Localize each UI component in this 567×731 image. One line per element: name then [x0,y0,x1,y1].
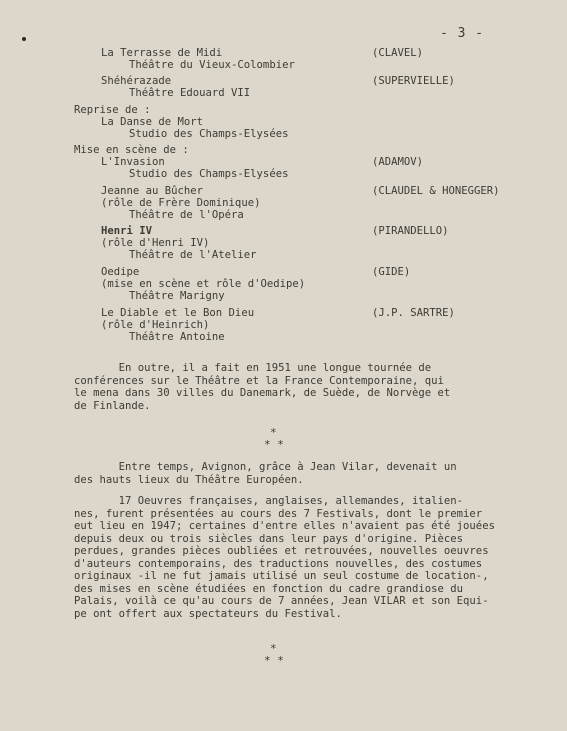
paragraph-line: Entre temps, Avignon, grâce à Jean Vilar, devenait un [74,461,457,473]
mise-venue: Studio des Champs-Elysées [129,168,289,180]
mise-role: (mise en scène et rôle d'Oedipe) [101,278,306,290]
mise-author: (J.P. SARTRE) [372,307,455,319]
paragraph-line: En outre, il a fait en 1951 une longue tournée de [74,362,432,374]
mise-title: Oedipe [101,266,140,278]
perf-author: (CLAVEL) [372,47,424,59]
paragraph-line: eut lieu en 1947; certaines d'entre elles n'avaient pas été jouées [74,520,495,532]
paragraph-avignon [74,461,504,486]
paragraph-line: perdues, grandes pièces oubliées et retrouvées, nouvelles oeuvres [74,545,489,557]
paragraph-line: originaux -il ne fut jamais utilisé un seul costume de location-, [74,570,489,582]
paragraph-tour [74,362,504,412]
perf-venue: Théâtre Edouard VII [129,87,251,99]
perf-title: Shéhérazade [101,75,172,87]
separator-star: * [270,642,277,655]
paragraph-line: nes, furent présentées au cours des 7 Festivals, dont le premier [74,507,483,520]
paragraph-line: 17 Oeuvres françaises, anglaises, allemandes, italien- [74,495,464,507]
perf-title: La Terrasse de Midi [101,47,223,59]
paragraph-line: depuis deux ou trois siècles dans leur pays d'origine. Pièces [74,532,464,545]
mise-label: Mise en scène de : [74,144,189,156]
separator-stars: * * [264,438,284,451]
mise-role: (rôle de Frère Dominique) [101,197,261,209]
perf-author: (SUPERVIELLE) [372,75,455,87]
mise-author: (ADAMOV) [372,156,424,168]
mise-venue: Théâtre Marigny [129,290,225,302]
paragraph-line: de Finlande. [74,399,151,412]
paragraph-line: le mena dans 30 villes du Danemark, de Suède, de Norvège et [74,387,451,399]
perf-venue: Théâtre du Vieux-Colombier [129,59,295,71]
paragraph-line: conférences sur le Théâtre et la France Contemporaine, qui [74,374,444,387]
mise-role: (rôle d'Henri IV) [101,237,210,249]
mise-author: (CLAUDEL & HONEGGER) [372,185,500,197]
mise-title: Jeanne au Bûcher [101,185,204,197]
paragraph-line: des mises en scène étudiées en fonction du cadre grandiose du [74,582,464,595]
paragraph-line: Palais, voilà ce qu'au cours de 7 années, Jean VILAR et son Equi- [74,595,489,607]
mise-title: L'Invasion [101,156,165,168]
paragraph-line: des hauts lieux du Théâtre Européen. [74,473,304,486]
separator-stars: * * [264,654,284,667]
page-number: - 3 - [440,26,485,41]
reprise-title: La Danse de Mort [101,116,204,128]
mise-author: (GIDE) [372,266,411,278]
mise-venue: Théâtre Antoine [129,331,225,343]
mise-title: Henri IV [101,225,153,237]
mise-author: (PIRANDELLO) [372,225,449,237]
reprise-venue: Studio des Champs-Elysées [129,128,289,140]
paragraph-line: d'auteurs contemporains, des traductions nouvelles, des costumes [74,557,483,570]
paragraph-festival [74,495,504,620]
mise-role: (rôle d'Heinrich) [101,319,210,331]
mise-title: Le Diable et le Bon Dieu [101,307,255,319]
margin-dot [22,37,26,41]
mise-venue: Théâtre de l'Opéra [129,209,244,221]
mise-venue: Théâtre de l'Atelier [129,249,257,261]
separator-star: * [270,426,277,439]
paragraph-line: pe ont offert aux spectateurs du Festival. [74,607,342,620]
reprise-label: Reprise de : [74,104,151,116]
